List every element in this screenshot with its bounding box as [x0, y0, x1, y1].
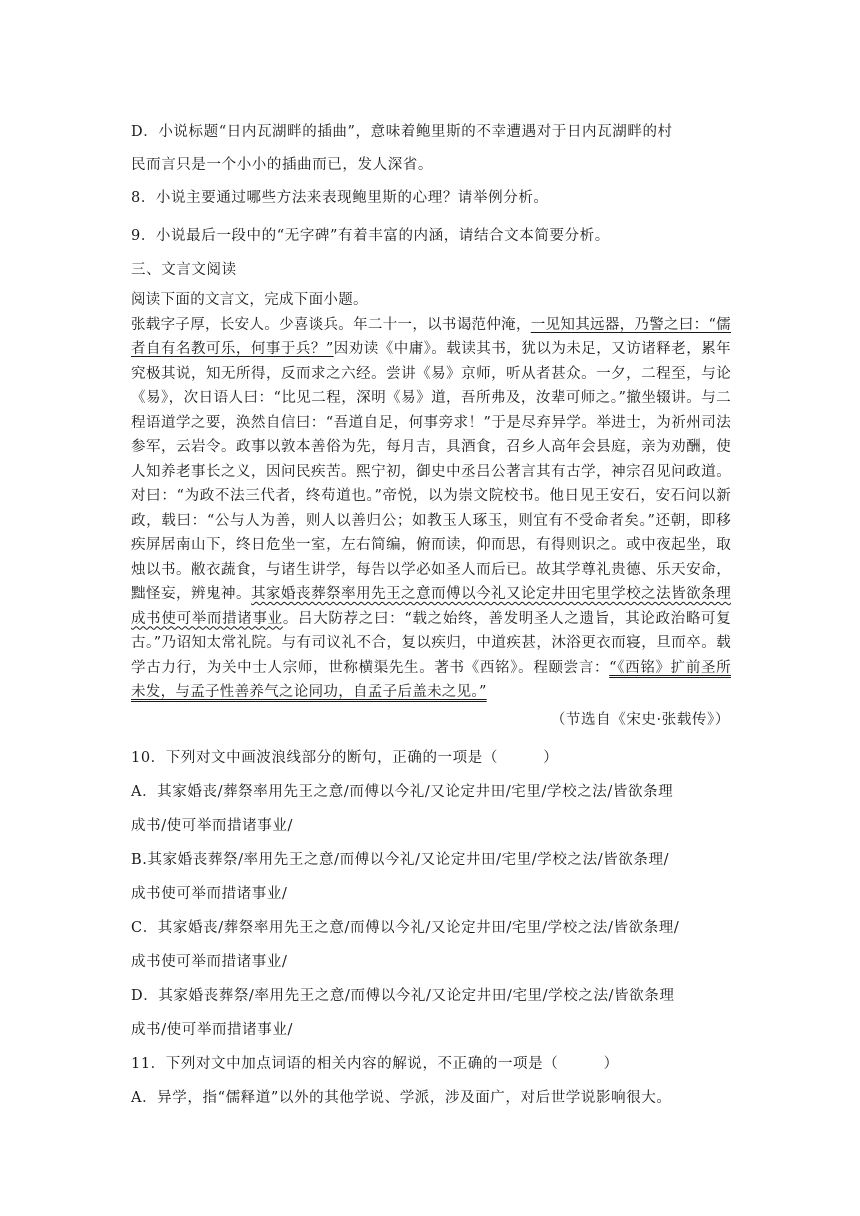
question-11: 11．下列对文中加点词语的相关内容的解说，不正确的一项是（ ）	[131, 1056, 619, 1072]
passage-text-3: 。吕大防荐之曰：“载之始终，善发明圣人之遗旨，其论政治略可复古。”乃诏知太常礼院。与有司议礼不合，复以疾归，中道疾甚，沐浴更衣而寝，旦而卒。载学古力行，为关中士人宗师，世称横渠先生。著书《西铭》。程颐尝言：	[131, 610, 731, 676]
option-d-q7-line1: D．小说标题“日内瓦湖畔的插曲”，意味着鲍里斯的不幸遭遇对于日内瓦湖畔的村	[131, 124, 673, 140]
passage-underlined-1: 一见知其远器，乃警之曰：“儒者自有名教可乐，何事于兵？”	[131, 316, 731, 357]
option-10c-line1: C．其家婚丧/葬祭率用先王之意/而傅以今礼/又论定井田/宅里/学校之法/皆欲条理/	[131, 920, 680, 936]
option-d-q7-line2: 民而言只是一个小小的插曲而已，发人深省。	[131, 157, 433, 173]
passage-text-1: 张载字子厚，长安人。少喜谈兵。年二十一，以书谒范仲淹，	[131, 316, 531, 333]
classical-passage	[131, 288, 731, 705]
question-8: 8．小说主要通过哪些方法来表现鲍里斯的心理？请举例分析。	[131, 190, 549, 206]
option-10a-line2: 成书/使可举而措诸事业/	[131, 818, 293, 834]
passage-source: （节选自《宋史·张载传》）	[550, 712, 730, 728]
option-11a: A．异学，指“儒释道”以外的其他学说、学派，涉及面广，对后世学说影响很大。	[131, 1090, 672, 1106]
option-10d-line1: D．其家婚丧葬祭/率用先王之意/而傅以今礼/又论定井田/宅里/学校之法/皆欲条理	[131, 988, 675, 1004]
passage-intro: 阅读下面的文言文，完成下面小题。	[131, 292, 368, 308]
question-9: 9．小说最后一段中的“无字碑”有着丰富的内涵，请结合文本简要分析。	[131, 228, 610, 244]
option-10a-line1: A．其家婚丧/葬祭率用先王之意/而傅以今礼/又论定井田/宅里/学校之法/皆欲条理	[131, 784, 674, 800]
passage-text-2: 因劝读《中庸》。载读其书，犹以为未足，又访诸释老，累年究极其说，知无所得，反而求之六经。尝讲《易》京师，听从者甚众。一夕，二程至，与论《易》，次日语人曰：“比见二程，深明《易》道，吾所弗及，汝辈可师之。”撤坐辍讲。与二程语道学之要，涣然自信曰：“吾道自足，何事旁求！”于是尽弃异学。举进士，为祈州司法参军，云岩令。政事以敦本善俗为先，每月吉，具酒食，召乡人高年会县庭，亲为劝酬，使人知养老事长之义，因问民疾苦。熙宁初，御史中丞吕公著言其有古学，神宗召见问政道。对曰：“为政不法三代者，终苟道也。”帝悦，以为崇文院校书。他日见王安石，安石问以新政，载曰：“公与人为善，则人以善归公；如教玉人琢玉，则宜有不受命者矣。”还朝，即移疾屏居南山下，终日危坐一室，左右简编，俯而读，仰而思，有得则识之。或中夜起坐，取烛以书。敝衣蔬食，与诸生讲学，每告以学必如圣人而后已。故其学尊礼贵德、乐天安命，黜怪妄，辨鬼神。	[131, 341, 731, 602]
passage-underlined-2: “《西铭》扩前圣所未发，与孟子性善养气之论同功，自孟子后盖未之见。”	[131, 659, 731, 700]
section-heading-classical-chinese: 三、文言文阅读	[131, 262, 237, 278]
passage-wavy-underlined: 其家婚丧葬祭率用先王之意而傅以今礼又论定井田宅里学校之法皆欲条理成书使可举而措诸事业	[131, 586, 731, 627]
option-10b-line1: B.其家婚丧葬祭/率用先王之意/而傅以今礼/又论定井田/宅里/学校之法/皆欲条理/	[131, 852, 670, 868]
option-10d-line2: 成书/使可举而措诸事业/	[131, 1022, 293, 1038]
option-10b-line2: 成书使可举而措诸事业/	[131, 886, 288, 902]
option-10c-line2: 成书使可举而措诸事业/	[131, 954, 288, 970]
question-10: 10．下列对文中画波浪线部分的断句，正确的一项是（ ）	[131, 750, 559, 766]
